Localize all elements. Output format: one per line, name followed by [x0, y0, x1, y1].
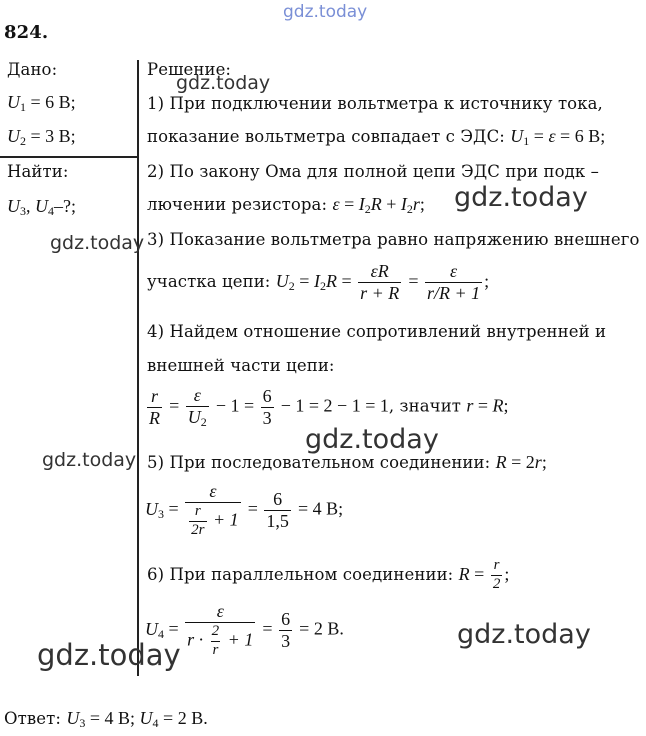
step4-line2: внешней части цепи:: [147, 356, 335, 375]
step6-formula: $U_4$ = ε r · $\frac{2}{r}$ + 1 = $\frac{6}{3}$ = 2 В.: [145, 601, 344, 658]
step3-line2: участка цепи: $U_2 = I_2R$ = $\frac{\varepsilon R}{r + R}$ = $\frac{\varepsilon}{r/R + 1}$ ;: [147, 261, 490, 303]
solution-header: Решение:: [147, 60, 232, 79]
step5-formula: $U_3$ = ε $\frac{r}{2r}$ + 1 = $\frac{6}{1,5}$ = 4 В;: [145, 481, 344, 538]
given-header: Дано:: [7, 60, 58, 79]
answer-line: Ответ: $U_3 = 4$ В; $U_4 = 2$ В.: [4, 708, 208, 730]
watermark: gdz.today: [42, 449, 137, 471]
watermark: gdz.today: [457, 619, 591, 650]
step1-line1: 1) При подключении вольтметра к источнику тока,: [147, 94, 603, 113]
watermark: gdz.today: [454, 182, 588, 213]
step4-formula: $\frac{r}{R}$ = $\frac{\varepsilon}{U_2}$ − 1 = $\frac{6}{3}$ − 1 = 2 − 1 = 1, значит r = R;: [149, 385, 509, 429]
find-values: $U_3$, $U_4-$?;: [7, 196, 76, 218]
step6-line: 6) При параллельном соединении: R = $\frac{r}{2}$ ;: [147, 557, 510, 592]
step5-line: 5) При последовательном соединении: R = 2r;: [147, 452, 547, 472]
watermark-top: gdz.today: [283, 2, 368, 22]
step4-line1: 4) Найдем отношение сопротивлений внутренней и: [147, 322, 607, 341]
step1-line2: показание вольтметра совпадает с ЭДС: $U_1 = \varepsilon = 6$ В;: [147, 126, 606, 148]
given-u2: $U_2 = 3$ В;: [7, 126, 76, 148]
given-u1: $U_1 = 6$ В;: [7, 92, 76, 114]
step2-line2: лючении резистора: $\varepsilon = I_2R + I_2r$;: [147, 194, 425, 216]
step2-line1: 2) По закону Ома для полной цепи ЭДС при подк –: [147, 162, 600, 181]
given-divider-vertical: [137, 60, 139, 676]
step3-line1: 3) Показание вольтметра равно напряжению внешнего: [147, 230, 640, 249]
problem-number: 824.: [4, 22, 49, 43]
given-divider-horizontal: [0, 156, 138, 158]
watermark: gdz.today: [176, 72, 271, 94]
watermark: gdz.today: [305, 424, 439, 455]
watermark: gdz.today: [37, 638, 181, 672]
find-header: Найти:: [7, 162, 69, 181]
watermark: gdz.today: [50, 232, 145, 254]
